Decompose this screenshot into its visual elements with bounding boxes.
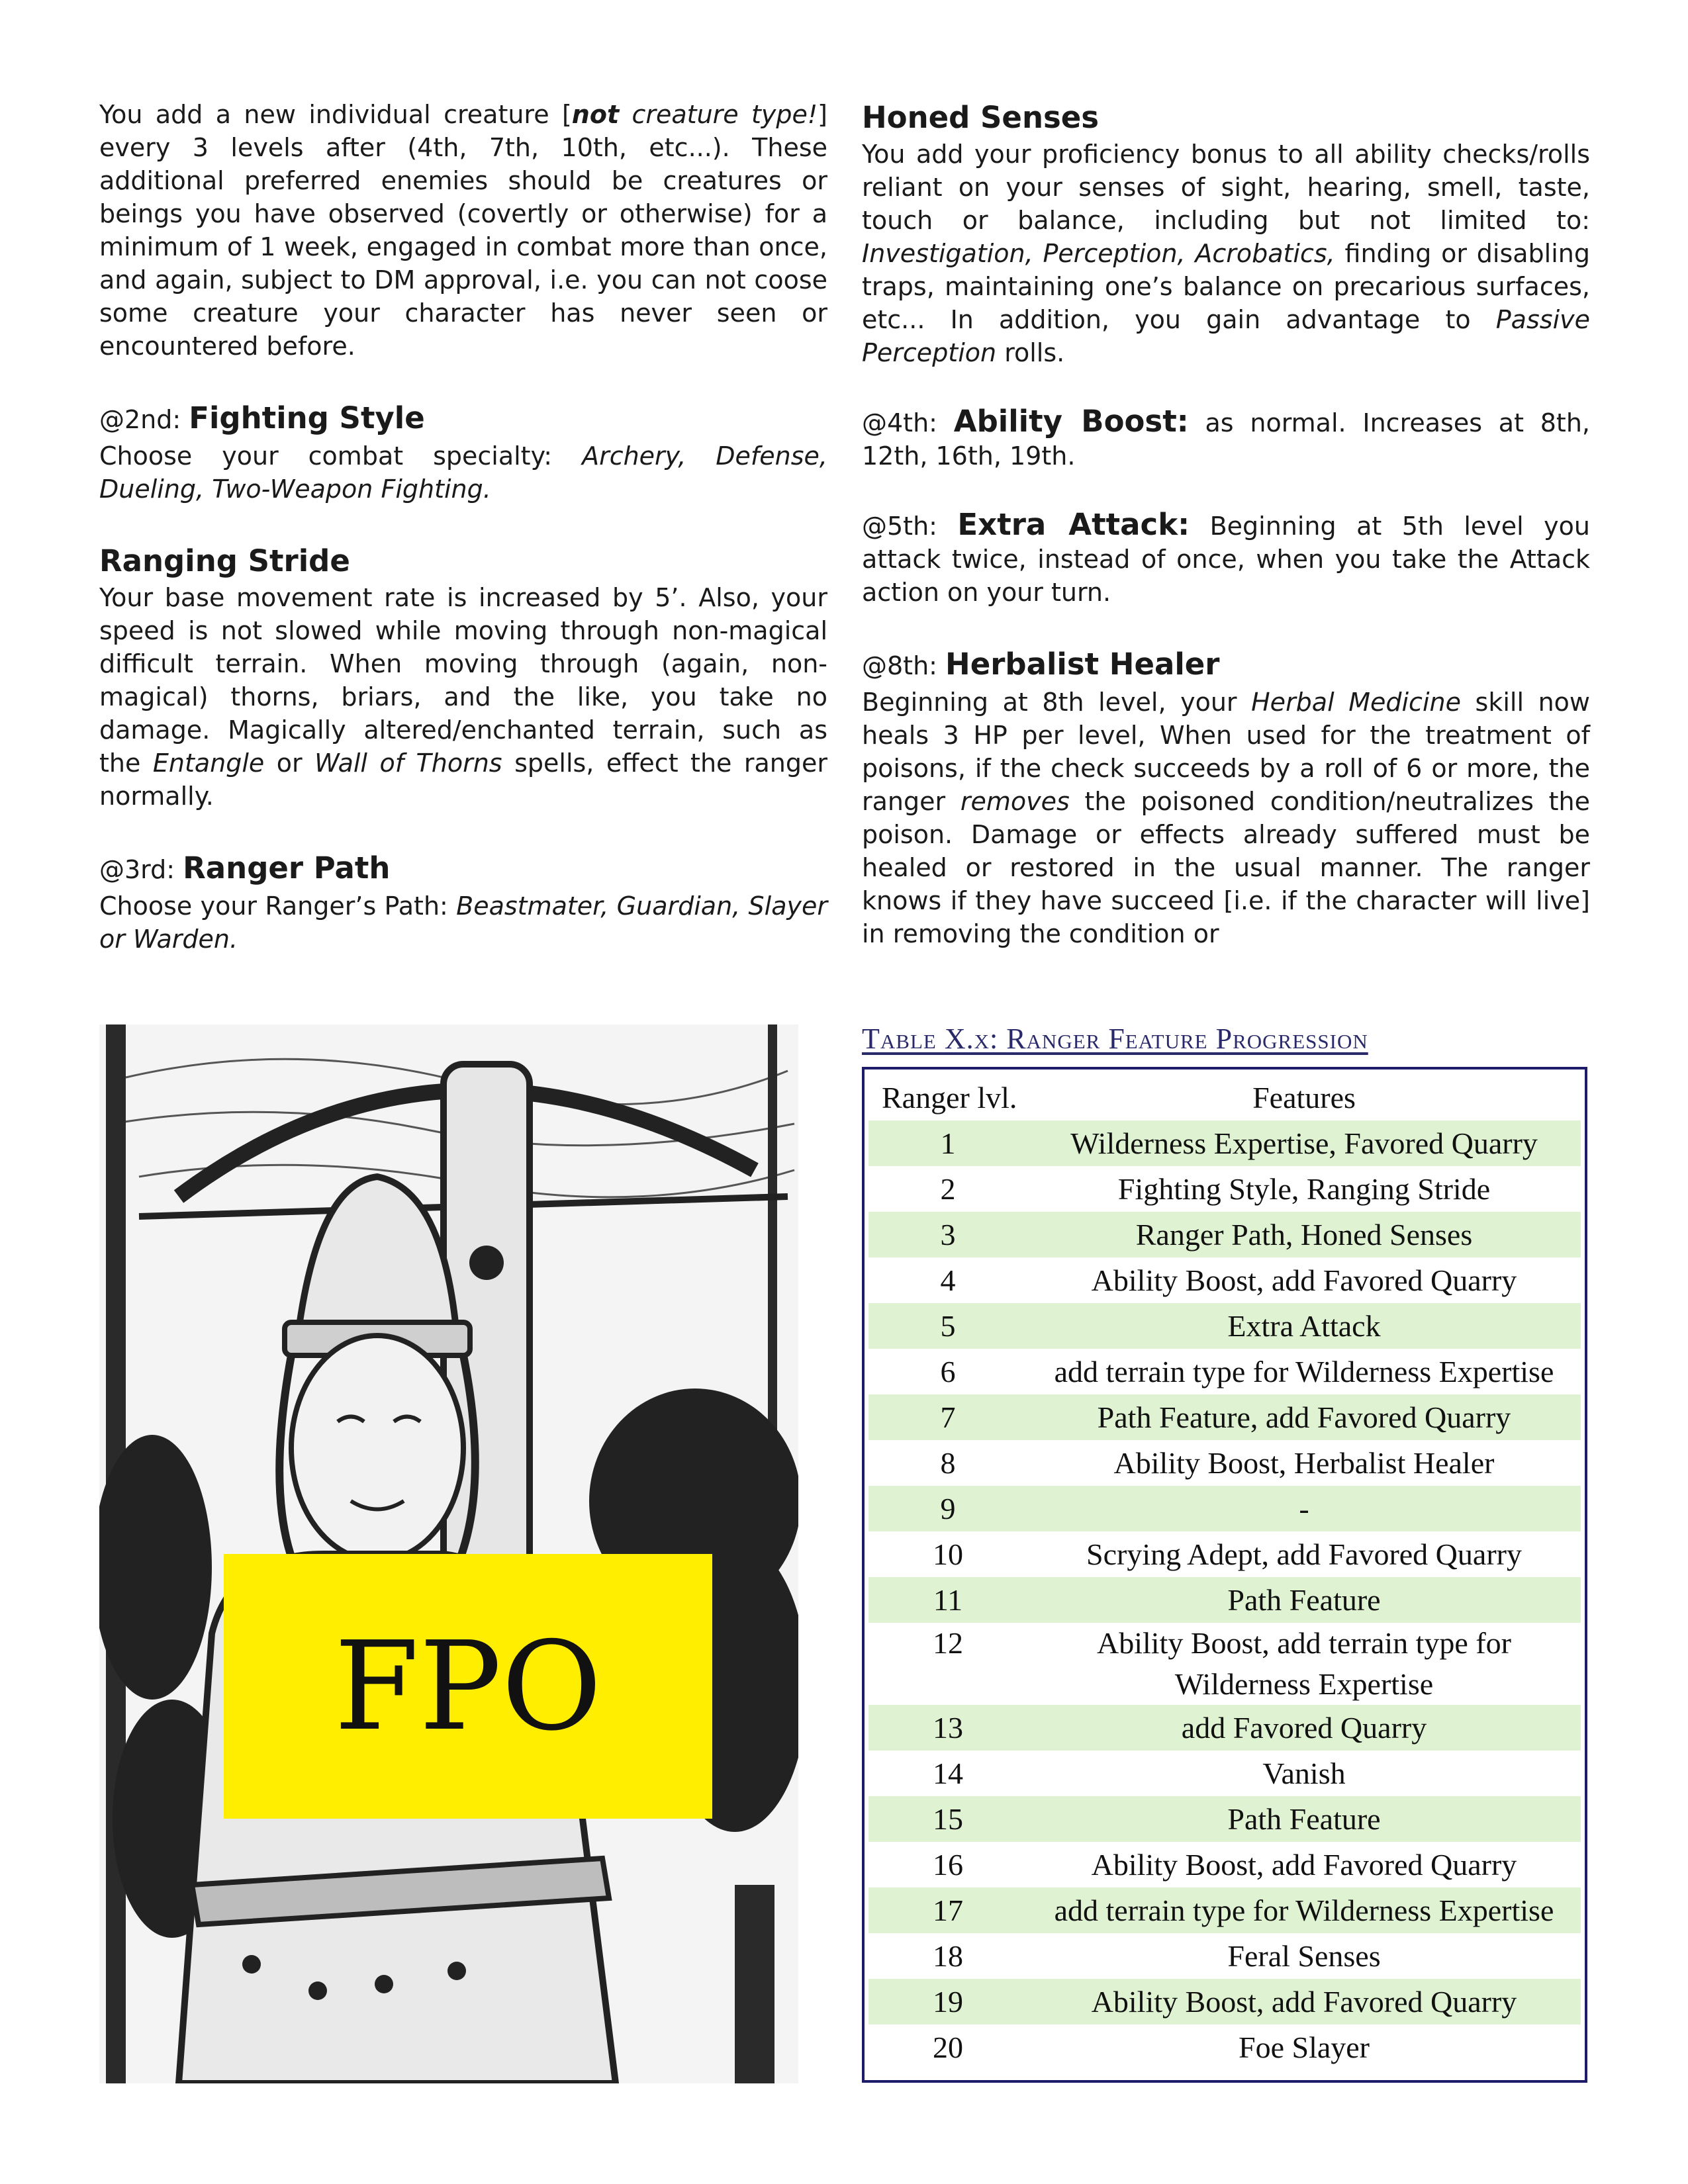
ranger-feature-table [862, 1067, 1587, 2083]
cell-level: 20 [933, 2030, 963, 2064]
cell-features: Path Feature, add Favored Quarry [1097, 1400, 1511, 1434]
cell-features: Wilderness Expertise, Favored Quarry [1070, 1126, 1538, 1160]
cell-features: Ranger Path, Honed Senses [1135, 1217, 1473, 1251]
right-column [862, 98, 1590, 986]
section-fighting-style: @2nd: Fighting Style Choose your combat specialty: Archery, Defense, Dueling, Two-Weapon Fighting. [99, 398, 827, 506]
header-level: Ranger lvl. [882, 1081, 1017, 1115]
table-row [868, 1623, 1581, 1705]
left-column [99, 98, 827, 991]
cell-level: 9 [940, 1492, 956, 1525]
cell-features: add Favored Quarry [1181, 1710, 1427, 1745]
table-row [868, 1842, 1581, 1888]
heading-honed-senses: Honed Senses [862, 100, 1100, 135]
table-row [868, 1751, 1581, 1796]
table-row [868, 1349, 1581, 1394]
cell-level: 5 [940, 1309, 956, 1343]
table-body [865, 1120, 1585, 2070]
table-row [868, 1796, 1581, 1842]
table-row [868, 1394, 1581, 1440]
cell-features: Path Feature [1227, 1582, 1381, 1617]
table-row [868, 1303, 1581, 1349]
table-row [868, 1979, 1581, 2025]
table-row [868, 2025, 1581, 2070]
section-herbalist-healer: @8th: Herbalist Healer Beginning at 8th level, your Herbal Medicine skill now heals 3 HP per level, When used for the treatment of poisons, if the check succeeds by a roll of 6 or more, the ranger removes the poisoned condition/neutralizes the poison. Damage or effects already suffered must be healed or restored in the usual manner. The ranger knows if they have succeed [i.e. if the character will live] in removing the condition or [862, 645, 1590, 950]
cell-level: 18 [933, 1939, 963, 1973]
section-extra-attack: @5th: Extra Attack: Beginning at 5th level you attack twice, instead of once, when you take the Attack action on your turn. [862, 507, 1590, 607]
cell-level: 2 [940, 1172, 956, 1206]
cell-features: Scrying Adept, add Favored Quarry [1086, 1537, 1522, 1571]
cell-level: 6 [940, 1355, 956, 1388]
table-row [868, 1166, 1581, 1212]
cell-features: Extra Attack [1227, 1308, 1381, 1343]
section-honed-senses: Honed Senses You add your proficiency bonus to all ability checks/rolls reliant on your senses of sight, hearing, smell, taste, touch or balance, including but not limited to: Investigation, Perception, Acrobatics, finding or disabling traps, maintaining one’s balance on precarious surfaces, etc... In addition, you gain advantage to Passive Perception rolls. [862, 98, 1590, 369]
table-title: Table X.x: Ranger Feature Progression [862, 1023, 1368, 1055]
table-header-row [868, 1075, 1581, 1120]
table-row [868, 1257, 1581, 1303]
heading-fighting-style: @2nd: Fighting Style [99, 400, 425, 435]
cell-level: 12 [933, 1626, 963, 1660]
table-row [868, 1888, 1581, 1933]
cell-level: 1 [940, 1126, 956, 1160]
section-ranging-stride: Ranging Stride Your base movement rate is increased by 5’. Also, your speed is not slowed while moving through non-magical difficult terrain. When moving through (again, non-magical) thorns, briars, and the like, you take no damage. Magically altered/enchanted terrain, such as the Entangle or Wall of Thorns spells, effect the ranger normally. [99, 541, 827, 813]
cell-level: 8 [940, 1446, 956, 1480]
cell-level: 14 [933, 1756, 963, 1790]
cell-features: Ability Boost, Herbalist Healer [1113, 1445, 1495, 1480]
cell-features: Feral Senses [1227, 1938, 1381, 1973]
cell-level: 10 [933, 1537, 963, 1571]
cell-features: Ability Boost, add Favored Quarry [1091, 1263, 1517, 1297]
cell-level: 7 [940, 1400, 956, 1434]
cell-features: Path Feature [1227, 1801, 1381, 1836]
cell-features: Ability Boost, add terrain type for Wilderness Expertise [1097, 1626, 1511, 1701]
cell-features: Ability Boost, add Favored Quarry [1091, 1984, 1517, 2019]
cell-features: Ability Boost, add Favored Quarry [1091, 1847, 1517, 1882]
table-row [868, 1531, 1581, 1577]
cell-level: 11 [933, 1583, 963, 1617]
table-row [868, 1486, 1581, 1531]
section-ranger-path: @3rd: Ranger Path Choose your Ranger’s Path: Beastmater, Guardian, Slayer or Warden. [99, 848, 827, 956]
table-row [868, 1705, 1581, 1751]
cell-level: 16 [933, 1848, 963, 1882]
section-ability-boost: @4th: Ability Boost: as normal. Increases at 8th, 12th, 16th, 19th. [862, 404, 1590, 471]
table-row [868, 1577, 1581, 1623]
cell-features: add terrain type for Wilderness Expertise [1054, 1893, 1554, 1927]
cell-features: - [1299, 1491, 1309, 1525]
cell-level: 13 [933, 1711, 963, 1745]
table-row [868, 1440, 1581, 1486]
heading-ranging-stride: Ranging Stride [99, 543, 350, 578]
cell-features: Foe Slayer [1238, 2030, 1370, 2064]
table-row [868, 1120, 1581, 1166]
cell-features: Vanish [1262, 1756, 1346, 1790]
preferred-enemies-paragraph: You add a new individual creature [not creature type!] every 3 levels after (4th, 7th, 10th, etc...). These additional preferred enemies should be creatures or beings you have observed (covertly or otherwise) for a minimum of 1 week, engaged in combat more than once, and again, subject to DM approval, i.e. you can not coose some creature your character has never seen or encountered before. [99, 100, 827, 361]
cell-level: 3 [940, 1218, 956, 1251]
cell-features: Fighting Style, Ranging Stride [1117, 1171, 1491, 1206]
cell-level: 19 [933, 1985, 963, 2019]
cell-level: 4 [940, 1263, 956, 1297]
cell-level: 17 [933, 1893, 963, 1927]
table-row [868, 1212, 1581, 1257]
cell-level: 15 [933, 1802, 963, 1836]
heading-ranger-path: @3rd: Ranger Path [99, 850, 391, 886]
cell-features: add terrain type for Wilderness Expertise [1054, 1354, 1554, 1388]
heading-herbalist-healer: @8th: Herbalist Healer [862, 647, 1220, 682]
table-row [868, 1933, 1581, 1979]
header-features: Features [1252, 1080, 1356, 1115]
fpo-placeholder: FPO [224, 1554, 712, 1819]
